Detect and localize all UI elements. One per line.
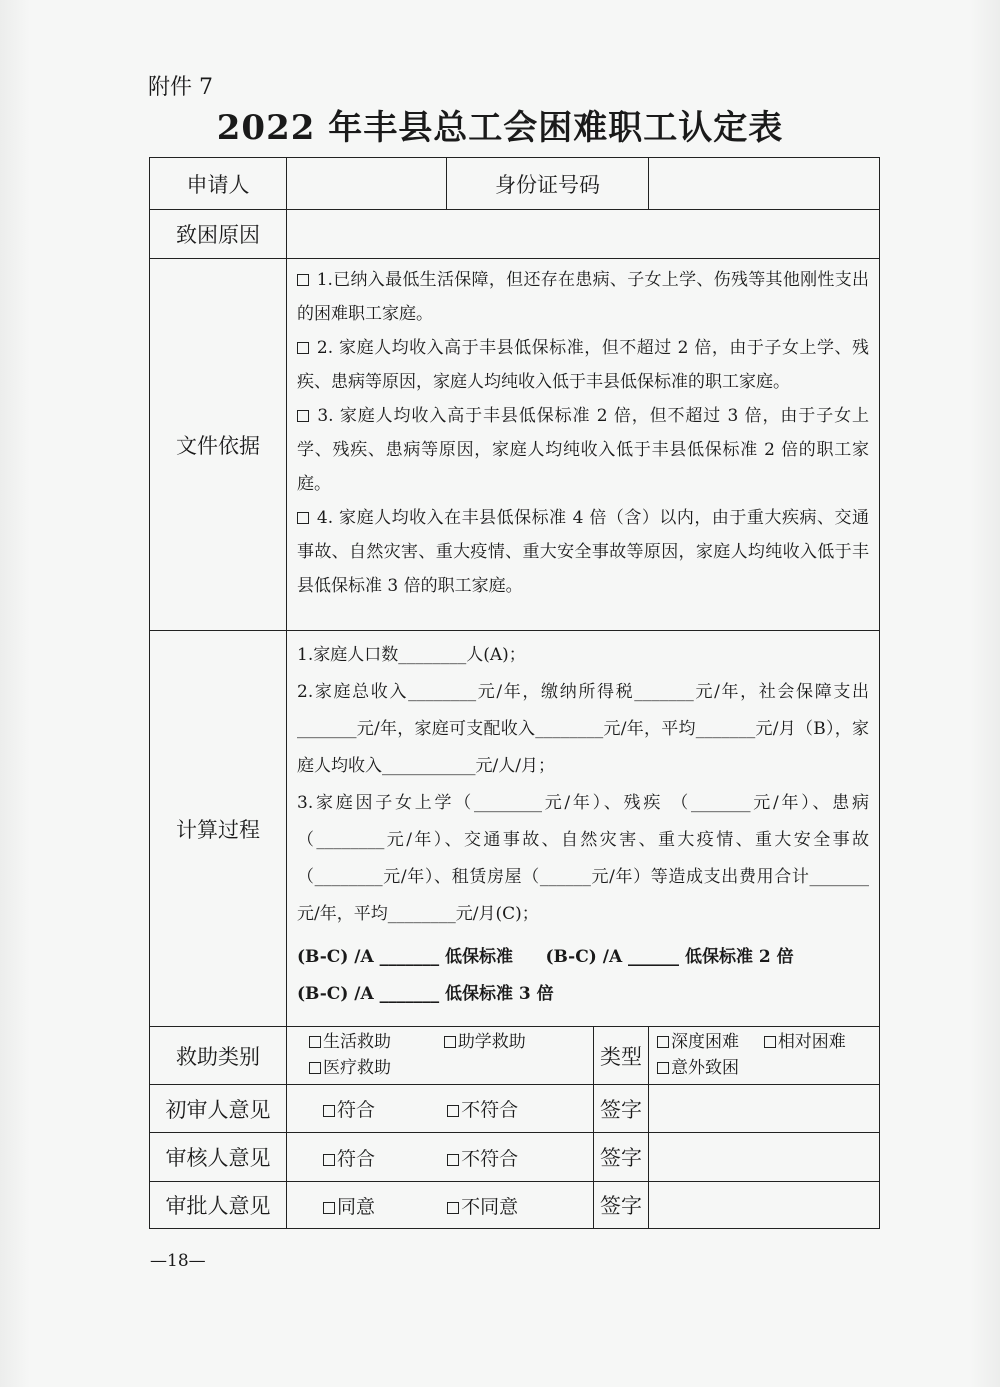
checkbox-icon[interactable] <box>447 1202 459 1214</box>
formula-3: (B-C) /A _______ 低保标准 3 倍 <box>297 984 554 1004</box>
calc-row <box>150 631 880 1027</box>
review-options: 符合 不符合 <box>287 1133 594 1182</box>
approve-label: 审批人意见 <box>150 1182 287 1229</box>
id-field[interactable] <box>649 158 880 210</box>
sign-field[interactable] <box>649 1182 880 1229</box>
basis-content <box>287 259 880 631</box>
approve-options: 同意 不同意 <box>287 1182 594 1229</box>
checkbox-icon[interactable] <box>297 342 309 354</box>
review-row <box>150 1133 880 1182</box>
checkbox-icon[interactable] <box>297 274 309 286</box>
basis-label: 文件依据 <box>150 259 287 631</box>
basis-item: 2. 家庭人均收入高于丰县低保标准，但不超过 2 倍，由于子女上学、残疾、患病等原因，家庭人均纯收入低于丰县低保标准的职工家庭。 <box>297 338 870 392</box>
aid-option: 助学救助 <box>457 1032 526 1052</box>
approve-row <box>150 1182 880 1229</box>
type-option: 意外致困 <box>671 1058 739 1078</box>
review-label: 审核人意见 <box>150 1133 287 1182</box>
sign-field[interactable] <box>649 1133 880 1182</box>
applicant-field[interactable] <box>287 158 447 210</box>
type-option: 深度困难 <box>671 1032 739 1052</box>
applicant-label: 申请人 <box>150 158 287 210</box>
basis-item: 1.已纳入最低生活保障，但还存在患病、子女上学、伤残等其他刚性支出的困难职工家庭。 <box>297 270 870 324</box>
aid-row <box>150 1027 880 1085</box>
checkbox-icon[interactable] <box>323 1202 335 1214</box>
form-table <box>149 157 880 1229</box>
basis-item: 4. 家庭人均收入在丰县低保标准 4 倍（含）以内，由于重大疾病、交通事故、自然灾害、重大疫情、重大安全事故等原因，家庭人均纯收入低于丰县低保标准 3 倍的职工家庭。 <box>297 508 870 596</box>
aid-label: 救助类别 <box>150 1027 287 1085</box>
aid-option: 医疗救助 <box>323 1058 391 1078</box>
checkbox-icon[interactable] <box>447 1105 459 1117</box>
aid-option: 生活救助 <box>323 1032 391 1052</box>
attachment-label: 附件 7 <box>148 75 213 100</box>
first-review-label: 初审人意见 <box>150 1085 287 1133</box>
checkbox-icon[interactable] <box>657 1062 669 1074</box>
aid-options <box>287 1027 594 1085</box>
calc-content <box>287 631 880 1027</box>
checkbox-icon[interactable] <box>447 1154 459 1166</box>
applicant-row <box>150 158 880 210</box>
type-option: 相对困难 <box>777 1032 846 1052</box>
cause-field[interactable] <box>287 210 880 259</box>
checkbox-icon[interactable] <box>764 1036 776 1048</box>
calc-label: 计算过程 <box>150 631 287 1027</box>
checkbox-icon[interactable] <box>444 1036 456 1048</box>
checkbox-icon[interactable] <box>309 1062 321 1074</box>
formula-line <box>297 939 869 976</box>
page-number: —18— <box>150 1251 206 1271</box>
basis-row <box>150 259 880 631</box>
checkbox-icon[interactable] <box>657 1036 669 1048</box>
form-title: 2022 年丰县总工会困难职工认定表 <box>216 108 784 148</box>
type-label: 类型 <box>594 1027 649 1085</box>
checkbox-icon[interactable] <box>297 410 309 422</box>
sign-label: 签字 <box>594 1182 649 1229</box>
first-review-options: 符合 不符合 <box>287 1085 594 1133</box>
first-review-row <box>150 1085 880 1133</box>
formula-1: (B-C) /A _______ 低保标准 <box>297 947 514 967</box>
cause-row <box>150 210 880 259</box>
calc-line: 3.家庭因子女上学（________元/年）、残疾 （_______元/年）、患病（________元/年）、交通事故、自然灾害、重大疫情、重大安全事故（________元/年）、租赁房屋（______元/年）等造成支出费用合计_______元/年，平均________元/月(C)； <box>297 793 869 924</box>
sign-label: 签字 <box>594 1133 649 1182</box>
type-options <box>649 1027 880 1085</box>
sign-label: 签字 <box>594 1085 649 1133</box>
checkbox-icon[interactable] <box>297 512 309 524</box>
calc-line: 2.家庭总收入________元/年，缴纳所得税_______元/年，社会保障支出_______元/年，家庭可支配收入________元/年，平均_______元/月（B），家庭人均收入___________元/人/月； <box>297 682 869 776</box>
calc-line: 1.家庭人口数________人(A)； <box>297 645 526 665</box>
formula-line <box>297 976 869 1013</box>
checkbox-icon[interactable] <box>323 1154 335 1166</box>
checkbox-icon[interactable] <box>323 1105 335 1117</box>
cause-label: 致困原因 <box>150 210 287 259</box>
id-label: 身份证号码 <box>447 158 649 210</box>
checkbox-icon[interactable] <box>309 1036 321 1048</box>
basis-item: 3. 家庭人均收入高于丰县低保标准 2 倍，但不超过 3 倍，由于子女上学、残疾、患病等原因，家庭人均纯收入低于丰县低保标准 2 倍的职工家庭。 <box>297 406 870 494</box>
sign-field[interactable] <box>649 1085 880 1133</box>
formula-2: (B-C) /A ______ 低保标准 2 倍 <box>545 947 794 967</box>
